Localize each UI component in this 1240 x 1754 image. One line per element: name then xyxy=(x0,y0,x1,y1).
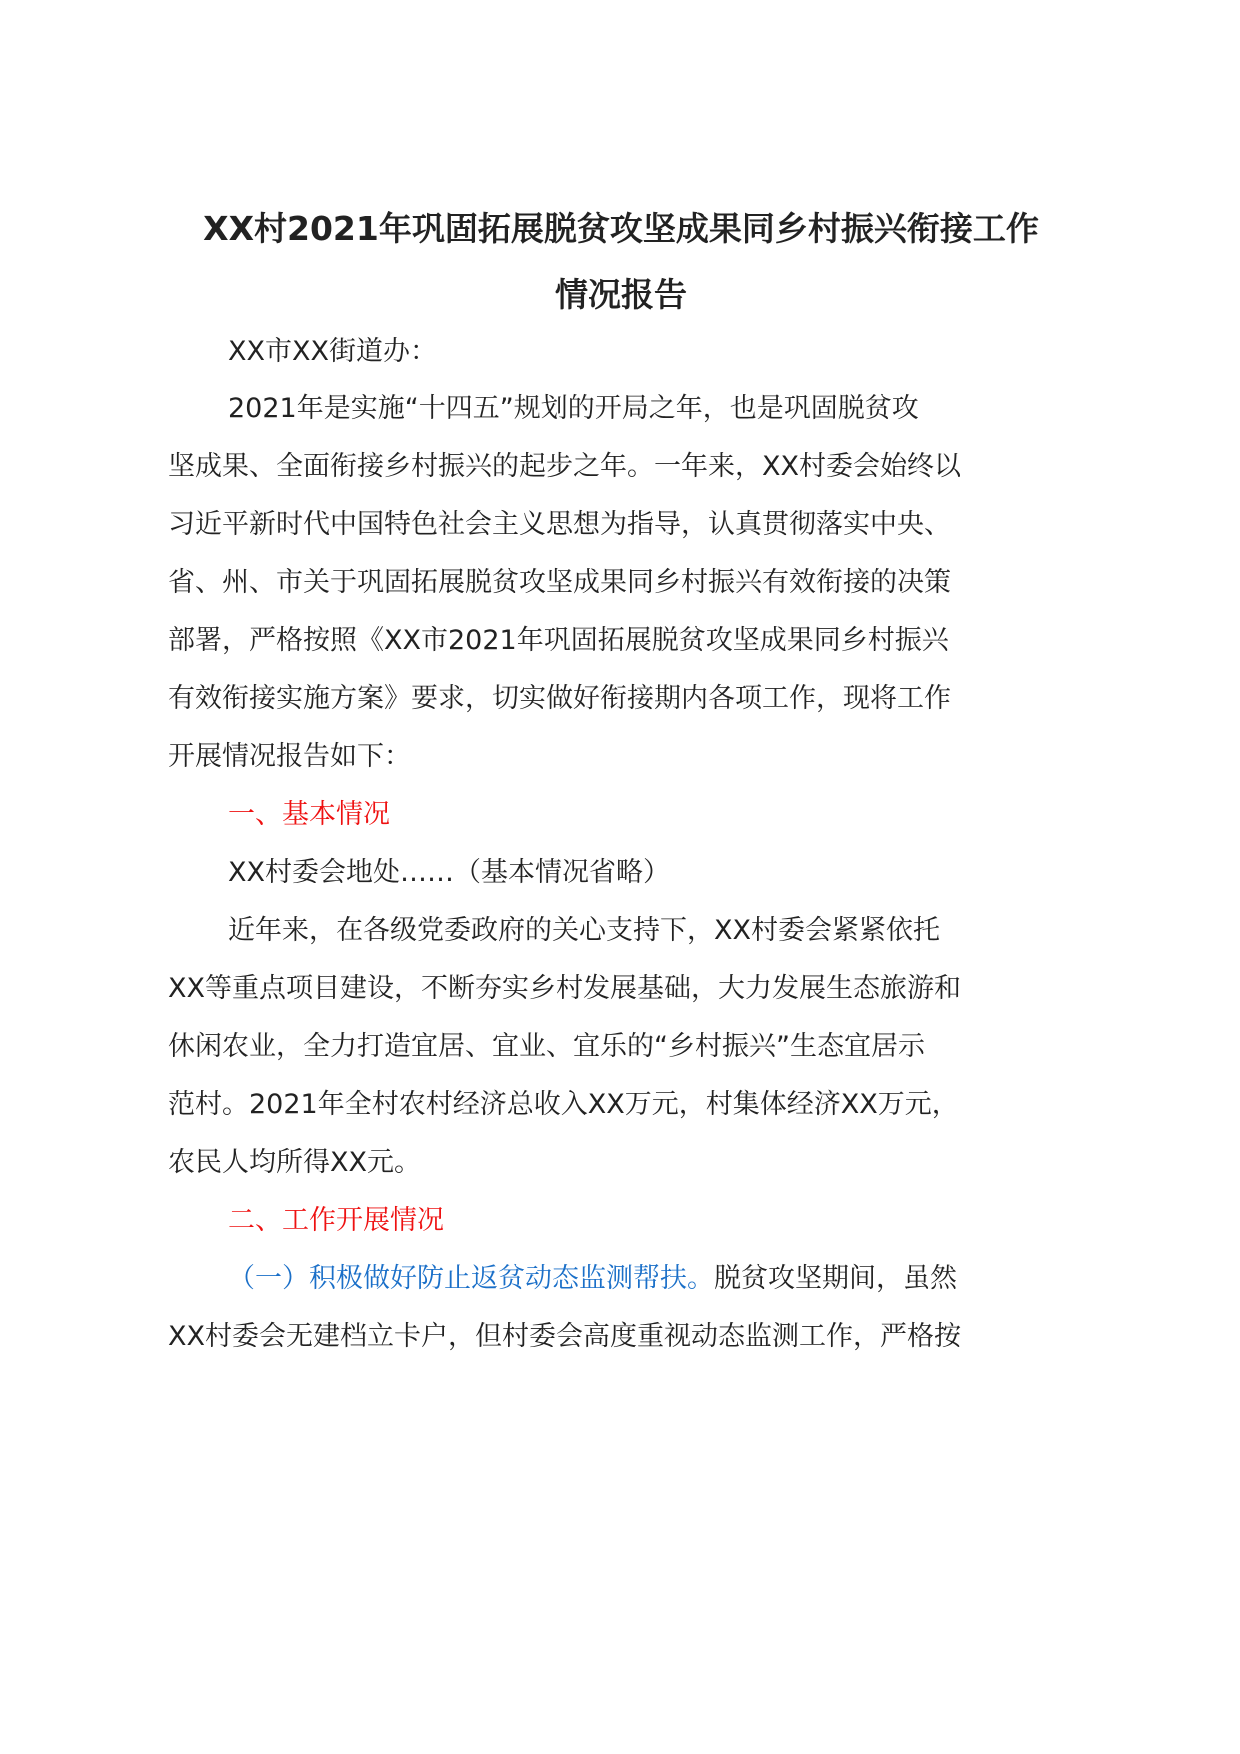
section-heading-work: 二、工作开展情况 xyxy=(228,1205,444,1236)
development-line: 农民人均所得XX元。 xyxy=(168,1147,421,1178)
intro-line: 部署，严格按照《XX市2021年巩固拓展脱贫攻坚成果同乡村振兴 xyxy=(168,625,949,656)
development-line: 范村。2021年全村农村经济总收入XX万元，村集体经济XX万元， xyxy=(168,1089,959,1120)
intro-line: 习近平新时代中国特色社会主义思想为指导，认真贯彻落实中央、 xyxy=(168,509,951,540)
development-line: 休闲农业，全力打造宜居、宜业、宜乐的“乡村振兴”生态宜居示 xyxy=(168,1031,925,1062)
subsection-heading-monitoring: （一）积极做好防止返贫动态监测帮扶。 xyxy=(228,1263,714,1294)
subsection-text: 脱贫攻坚期间，虽然 xyxy=(714,1263,957,1294)
document-title xyxy=(186,196,1056,328)
development-line: XX等重点项目建设，不断夯实乡村发展基础，大力发展生态旅游和 xyxy=(168,973,961,1004)
intro-line: 坚成果、全面衔接乡村振兴的起步之年。一年来，XX村委会始终以 xyxy=(168,451,961,482)
section-heading-basic: 一、基本情况 xyxy=(228,799,390,830)
title-line-2: 情况报告 xyxy=(555,275,687,314)
title-line-1: XX村2021年巩固拓展脱贫攻坚成果同乡村振兴衔接工作 xyxy=(203,209,1039,248)
intro-line: 2021年是实施“十四五”规划的开局之年，也是巩固脱贫攻 xyxy=(228,393,919,424)
intro-line: 有效衔接实施方案》要求，切实做好衔接期内各项工作，现将工作 xyxy=(168,683,951,714)
salutation: XX市XX街道办： xyxy=(228,336,437,367)
development-line: 近年来，在各级党委政府的关心支持下，XX村委会紧紧依托 xyxy=(228,915,940,946)
subsection-line xyxy=(228,1259,957,1299)
subsection-text-line: XX村委会无建档立卡户，但村委会高度重视动态监测工作，严格按 xyxy=(168,1321,961,1352)
intro-line: 省、州、市关于巩固拓展脱贫攻坚成果同乡村振兴有效衔接的决策 xyxy=(168,567,951,598)
basic-info-paragraph: XX村委会地处……（基本情况省略） xyxy=(228,857,670,888)
intro-line: 开展情况报告如下： xyxy=(168,741,411,772)
